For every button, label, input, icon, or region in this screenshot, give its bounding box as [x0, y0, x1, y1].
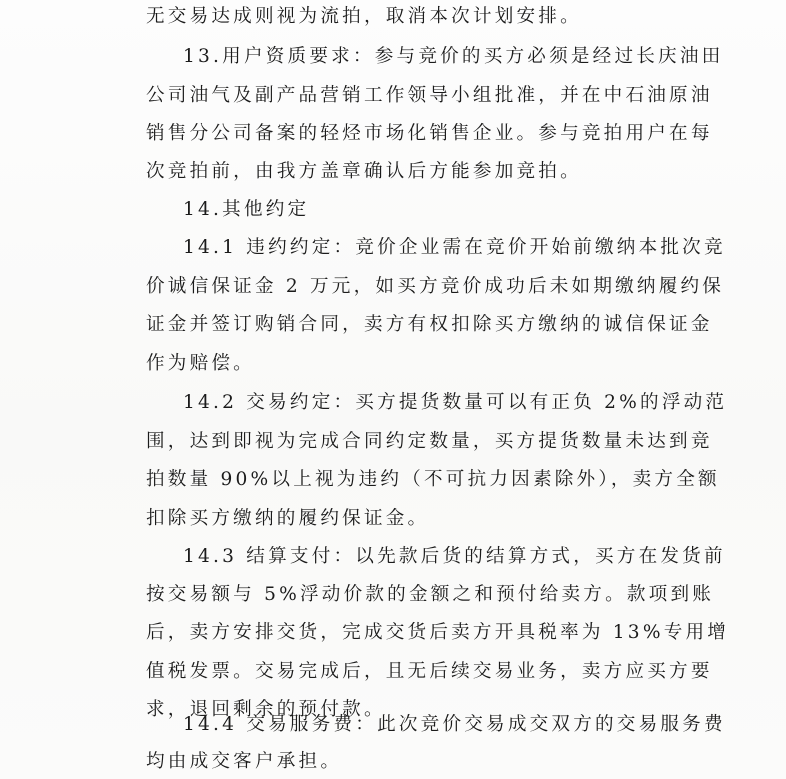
- text-line: 扣除买方缴纳的履约保证金。: [146, 508, 430, 529]
- text-line: 围，达到即视为完成合同约定数量，买方提货数量未达到竞: [146, 431, 713, 452]
- text-line: 拍数量 90%以上视为违约（不可抗力因素除外），卖方全额: [146, 469, 720, 490]
- clause-13-heading-line: 13.用户资质要求：参与竞价的买方必须是经过长庆油田: [183, 46, 724, 67]
- text-line: 后，卖方安排交货，完成交货后卖方开具税率为 13%专用增: [146, 622, 730, 643]
- text-line: 作为赔偿。: [146, 353, 255, 374]
- text-line: 求，退回剩余的预付款。: [146, 699, 386, 720]
- clause-14-2-line: 14.2 交易约定：买方提货数量可以有正负 2%的浮动范: [183, 392, 728, 413]
- text-line: 公司油气及副产品营销工作领导小组批准，并在中石油原油: [146, 85, 713, 106]
- text-line: 价诚信保证金 2 万元，如买方竞价成功后未如期缴纳履约保: [146, 276, 725, 297]
- text-line: 证金并签订购销合同，卖方有权扣除买方缴纳的诚信保证金: [146, 314, 713, 335]
- clause-14-heading: 14.其他约定: [183, 199, 310, 220]
- text-line: 无交易达成则视为流拍，取消本次计划安排。: [146, 6, 582, 27]
- clause-14-3-line: 14.3 结算支付：以先款后货的结算方式，买方在发货前: [183, 546, 726, 567]
- text-line: 按交易额与 5%浮动价款的金额之和预付给卖方。款项到账: [146, 584, 715, 605]
- text-line: 值税发票。交易完成后，且无后续交易业务，卖方应买方要: [146, 661, 713, 682]
- clause-14-4-line: 14.4 交易服务费：此次竞价交易成交双方的交易服务费: [183, 714, 726, 735]
- text-line: 销售分公司备案的轻烃市场化销售企业。参与竞拍用户在每: [146, 123, 713, 144]
- text-line: 均由成交客户承担。: [146, 751, 343, 772]
- text-line: 次竞拍前，由我方盖章确认后方能参加竞拍。: [146, 161, 582, 182]
- clause-14-1-line: 14.1 违约约定：竞价企业需在竞价开始前缴纳本批次竞: [183, 237, 726, 258]
